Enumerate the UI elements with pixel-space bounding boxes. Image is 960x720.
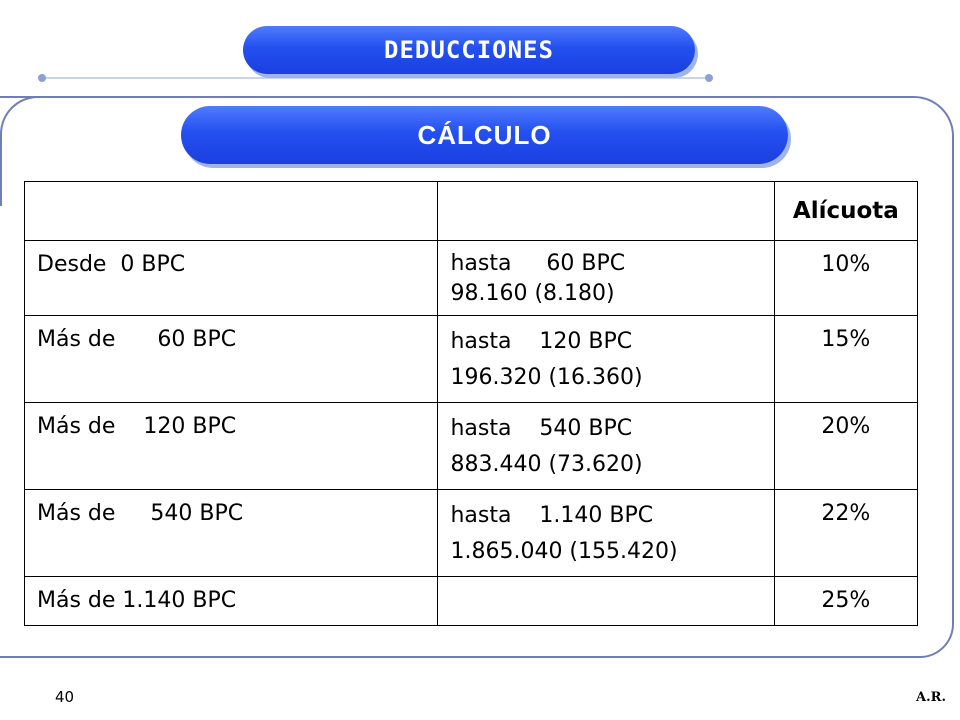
section-title — [181, 106, 788, 164]
cell-from-text: Desde 0 BPC — [37, 252, 186, 277]
header-cell-to — [438, 182, 774, 241]
cell-from-text: Más de 120 BPC — [37, 414, 237, 439]
cell-to-amount: 883.440 (73.620) — [450, 452, 643, 477]
slide-title-text: DEDUCCIONES — [384, 36, 554, 64]
cell-to-text: hasta 60 BPC — [450, 251, 626, 276]
cell-to-text: hasta 540 BPC — [450, 416, 633, 441]
header-cell-rate: Alícuota — [774, 182, 917, 241]
cell-to-amount: 98.160 (8.180) — [450, 281, 615, 306]
cell-from — [25, 403, 438, 490]
cell-to — [438, 577, 774, 626]
underline-dot-left — [38, 74, 46, 82]
table-row — [25, 490, 918, 577]
cell-rate: 10% — [774, 241, 917, 316]
cell-from-text: Más de 1.140 BPC — [37, 588, 237, 613]
cell-to — [438, 490, 774, 577]
underline-dot-right — [705, 74, 713, 82]
title-underline — [42, 77, 709, 79]
cell-from — [25, 490, 438, 577]
cell-from — [25, 241, 438, 316]
cell-from-text: Más de 60 BPC — [37, 327, 237, 352]
slide-title — [243, 26, 695, 74]
author-initials: A.R. — [916, 690, 946, 705]
table-row — [25, 577, 918, 626]
cell-rate: 15% — [774, 316, 917, 403]
cell-to — [438, 241, 774, 316]
deduction-rate-table — [24, 181, 918, 626]
cell-to-text: hasta 1.140 BPC — [450, 503, 654, 528]
cell-to-amount: 1.865.040 (155.420) — [450, 539, 678, 564]
section-title-text: CÁLCULO — [417, 119, 552, 150]
cell-from — [25, 577, 438, 626]
table-header-row — [25, 182, 918, 241]
header-cell-from — [25, 182, 438, 241]
cell-to-amount: 196.320 (16.360) — [450, 365, 643, 390]
cell-rate: 25% — [774, 577, 917, 626]
cell-rate: 20% — [774, 403, 917, 490]
table-row — [25, 241, 918, 316]
cell-from-text: Más de 540 BPC — [37, 501, 244, 526]
table-row — [25, 403, 918, 490]
cell-to — [438, 403, 774, 490]
page-number: 40 — [55, 688, 75, 706]
cell-rate: 22% — [774, 490, 917, 577]
cell-to-text: hasta 120 BPC — [450, 329, 633, 354]
table-row — [25, 316, 918, 403]
cell-to — [438, 316, 774, 403]
cell-from — [25, 316, 438, 403]
